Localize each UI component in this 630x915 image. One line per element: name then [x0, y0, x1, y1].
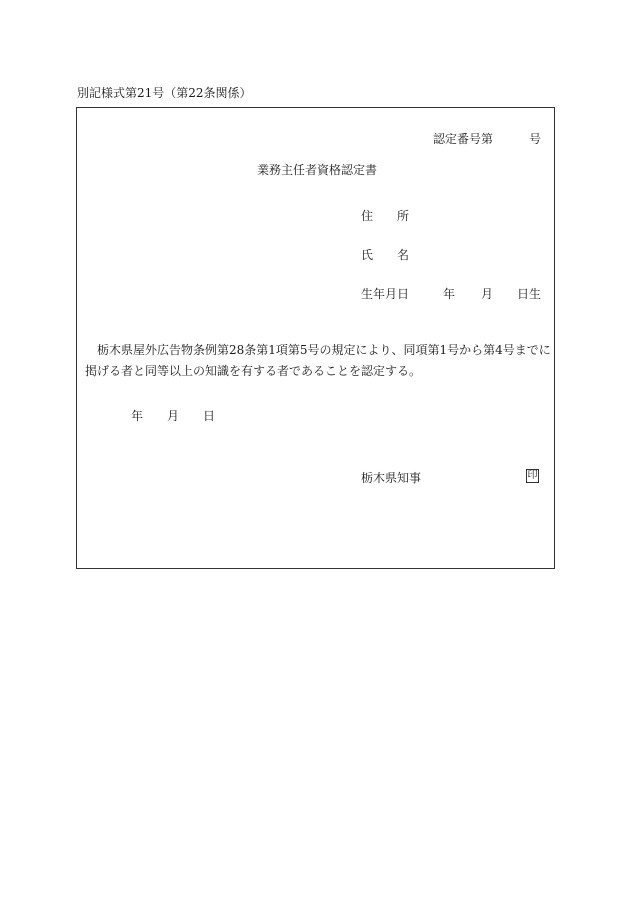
- certificate-title: 業務主任者資格認定書: [257, 163, 378, 177]
- address-label-char-2: 所: [397, 209, 410, 223]
- birthdate-year-unit: 年: [443, 287, 456, 301]
- certificate-number-label: 認定番号第: [433, 132, 494, 146]
- birthdate-label: 生年月日: [361, 287, 410, 301]
- address-label: [361, 209, 409, 223]
- name-label-char-2: 名: [397, 248, 410, 262]
- certification-statement: 栃木県屋外広告物条例第28条第1項第5号の規定により、同項第1号から第4号までに掲げる者と同等以上の知識を有する者であることを認定する。: [85, 343, 551, 378]
- birthdate-day-unit: 日生: [517, 287, 542, 301]
- issue-date-month-unit: 月: [167, 409, 180, 423]
- form-number: 別記様式第21号（第22条関係）: [77, 86, 252, 100]
- certificate-number-unit: 号: [529, 132, 542, 146]
- issue-date-day-unit: 日: [203, 409, 216, 423]
- name-label: [361, 248, 409, 262]
- certificate-frame: [76, 107, 555, 569]
- name-label-char-1: 氏: [361, 248, 374, 262]
- issue-date-year-unit: 年: [131, 409, 144, 423]
- issuer-governor: 栃木県知事: [361, 471, 422, 485]
- birthdate-month-unit: 月: [481, 287, 494, 301]
- seal-mark: 印: [527, 470, 538, 481]
- address-label-char-1: 住: [361, 209, 374, 223]
